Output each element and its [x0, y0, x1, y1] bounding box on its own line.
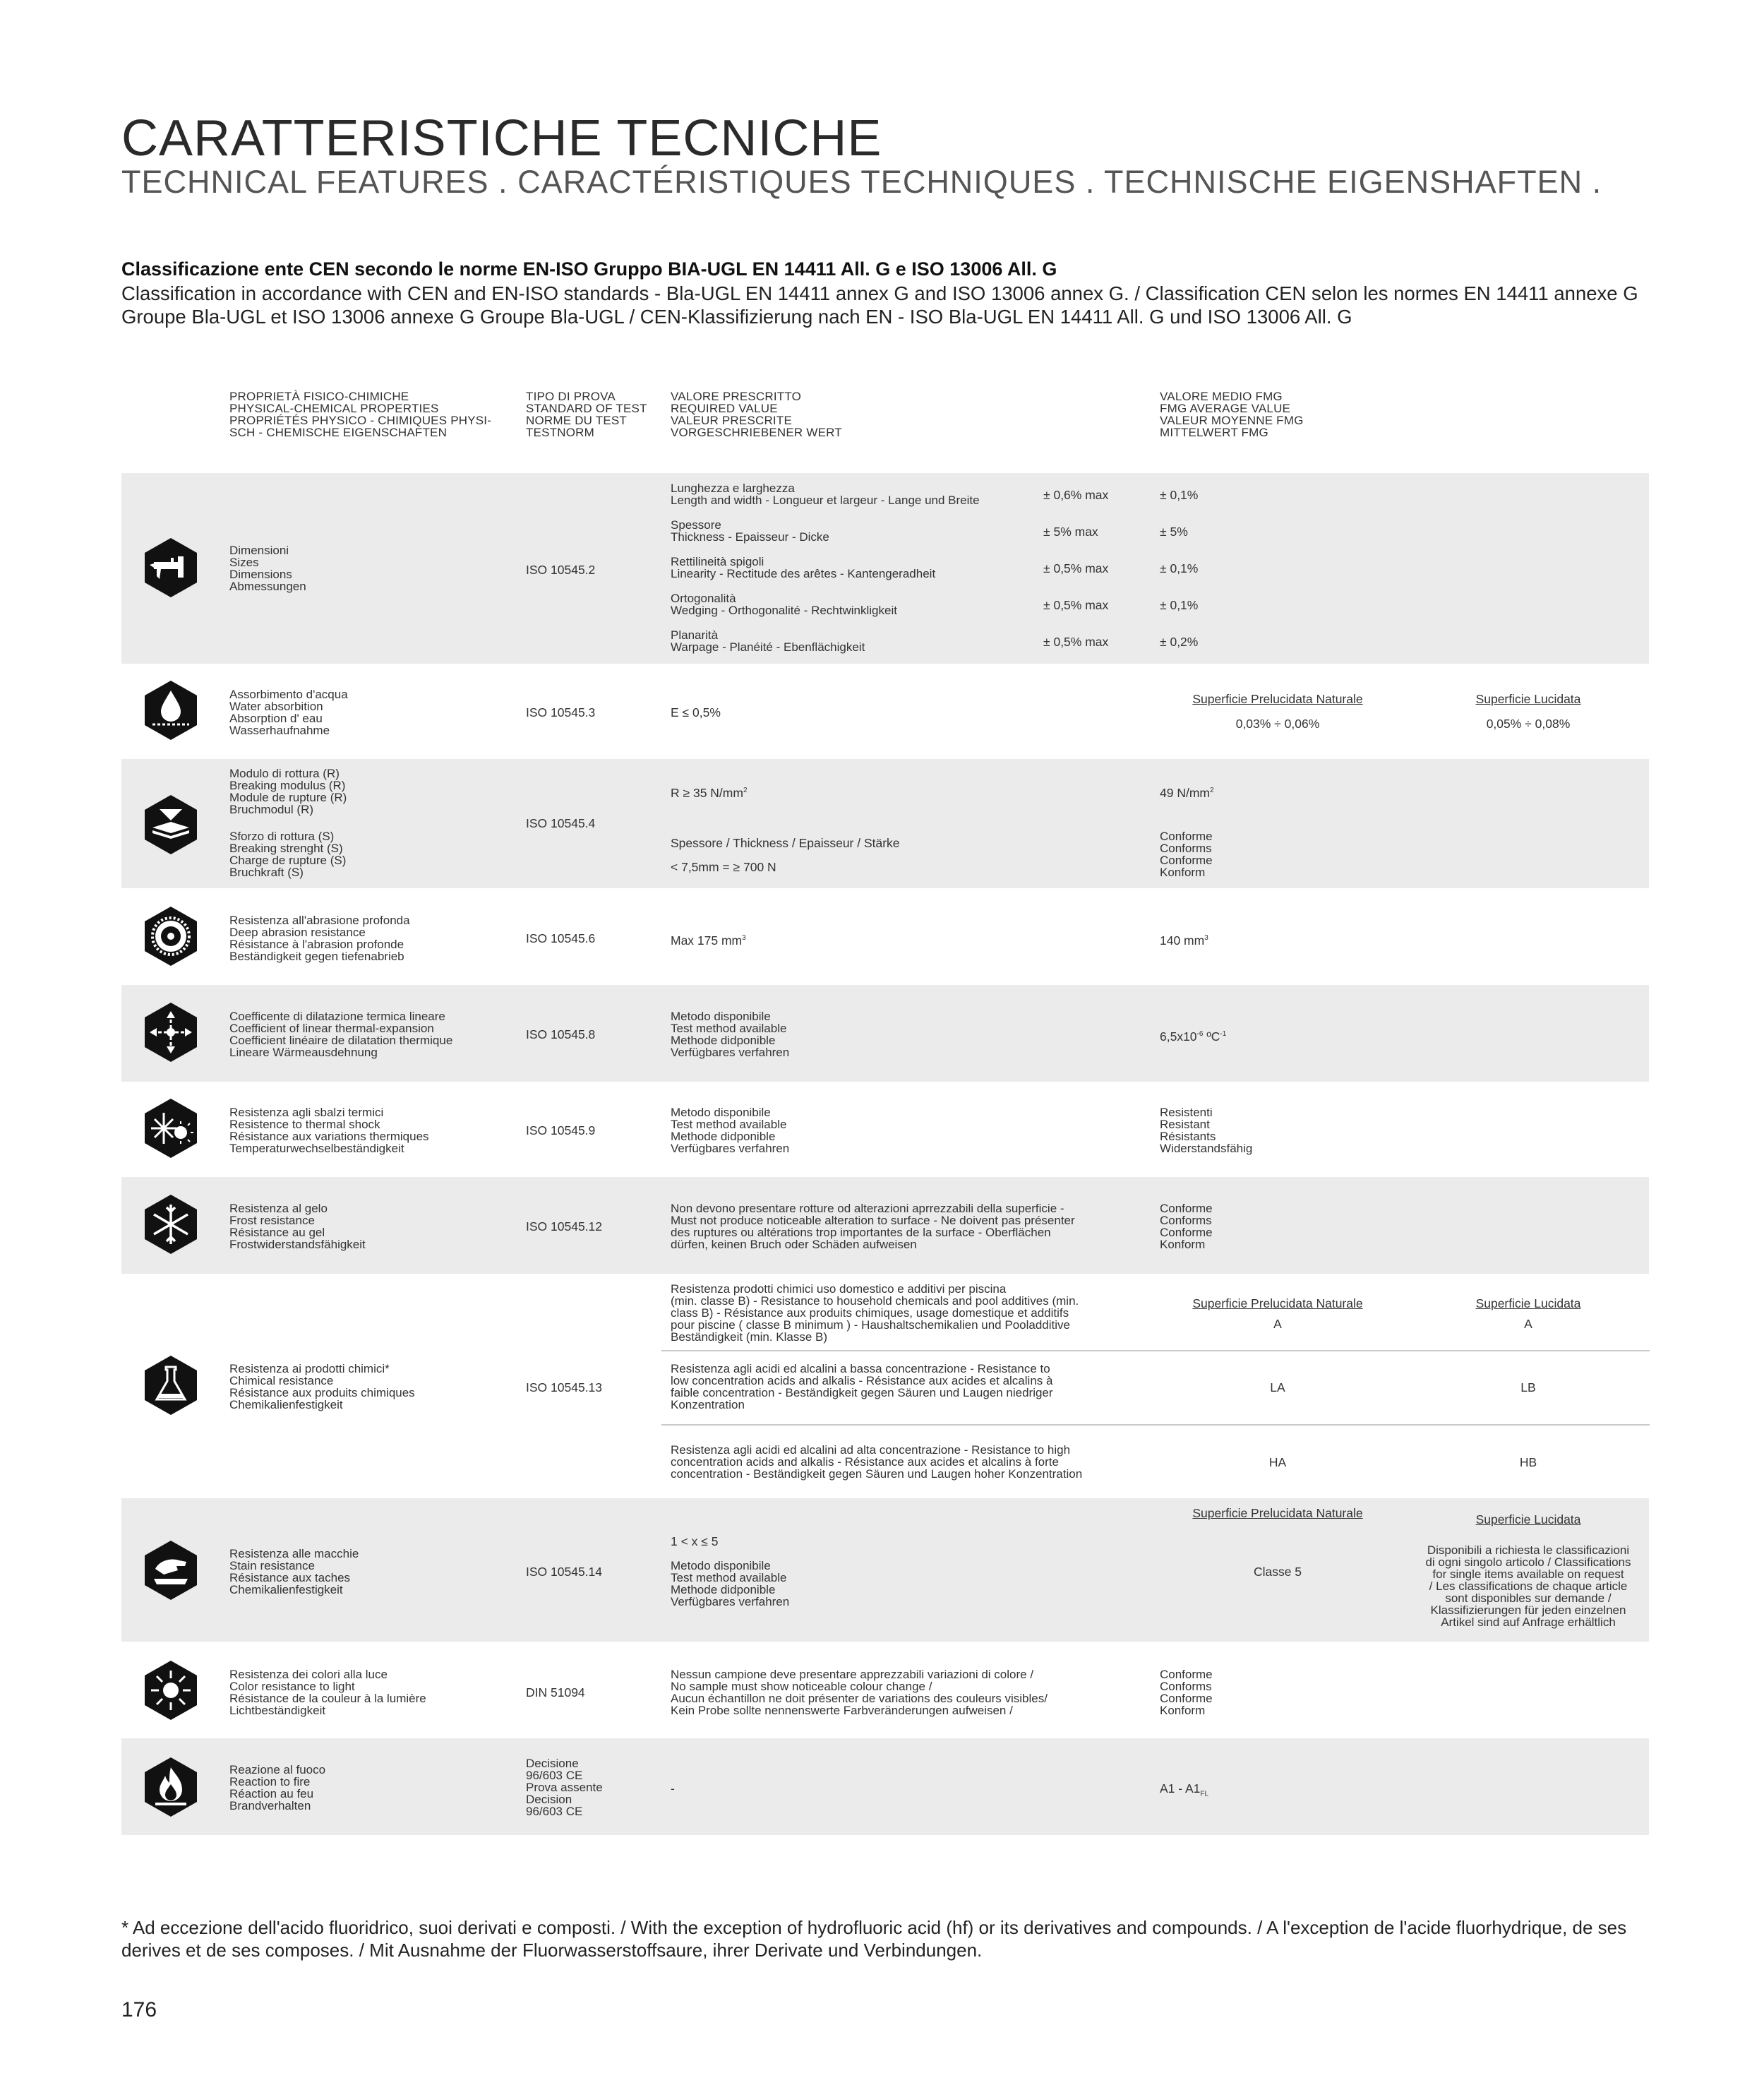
snow-sun-icon — [143, 1097, 199, 1159]
breaking-name-s: Sforzo di rottura (S) Breaking strenght (S) Charge de rupture (S) Bruchkraft (S) — [229, 830, 347, 879]
water-name: Assorbimento d'acqua Water absorbition Absorption d' eau Wasserhaufnahme — [229, 688, 348, 737]
abrasion-name: Resistenza all'abrasione profonda Deep abrasion resistance Résistance à l'abrasion profonde Beständigkeit gegen tiefenabrieb — [229, 914, 410, 963]
thermal-shock-req: Metodo disponibile Test method available Methode didponible Verfügbares verfahren — [671, 1106, 790, 1155]
stain-name: Resistenza alle macchie Stain resistance Résistance aux taches Chemikalienfestigkeit — [229, 1547, 359, 1596]
abrasion-test: ISO 10545.6 — [526, 931, 596, 945]
water-col2-head: Superficie Lucidata — [1475, 692, 1581, 706]
frost-req: Non devono presentare rotture od alterazioni aprrezzabili della superficie - Must not produce noticeable alteration to surface - Ne doivent pas présenter des ruptures ou altérations trop importantes de la surface - Oberflächen dürfen, keinen Bruch oder Schäden aufweisen — [671, 1202, 1075, 1251]
stain-req-range: 1 < x ≤ 5 — [671, 1534, 719, 1548]
row-fire-bg — [121, 1738, 1649, 1835]
thermal-shock-avg: Resistenti Resistant Résistants Widerstandsfähig — [1160, 1106, 1253, 1155]
breaking-req-r: R ≥ 35 $N/mm^2$ — [671, 785, 748, 800]
snowflake-icon — [143, 1193, 199, 1255]
breaking-name-r: Modulo di rottura (R) Breaking modulus (R) Module de rupture (R) Bruchmodul (R) — [229, 767, 347, 816]
chemical-divider — [661, 1424, 1650, 1426]
dim-item-length: Lunghezza e larghezza Length and width - Longueur et largeur - Lange und Breite — [671, 482, 980, 507]
chemical-sub3-v2: HB — [1519, 1455, 1537, 1469]
chemical-sub1-req: Resistenza prodotti chimici uso domestico e additivi per piscina (min. classe B) - Resistance to household chemicals and pool additives (min. class B) - Résistance aux produits chimiques, usage domestique et additifs pour piscine ( classe B minimum ) - Haushaltschemikalien und Pooladditive Beständigkeit (min. Klasse B) — [671, 1282, 1079, 1344]
fire-name: Reazione al fuoco Reaction to fire Réaction au feu Brandverhalten — [229, 1763, 326, 1812]
dim-length-req: ± 0,6% max — [1043, 488, 1109, 502]
chemical-col1-head: Superficie Prelucidata Naturale — [1192, 1296, 1363, 1310]
caliper-icon — [143, 537, 199, 599]
page-number: 176 — [121, 1998, 157, 2021]
chemical-sub3-v1: HA — [1268, 1455, 1287, 1469]
water-test: ISO 10545.3 — [526, 705, 596, 719]
page-subtitle: TECHNICAL FEATURES . CARACTÉRISTIQUES TECHNIQUES . TECHNISCHE EIGENSHAFTEN . — [121, 164, 1602, 200]
fire-req: - — [671, 1781, 675, 1796]
frost-test: ISO 10545.12 — [526, 1219, 602, 1233]
stain-col1-val: Classe 5 — [1253, 1565, 1302, 1579]
breaking-req-thickness: Spessore / Thickness / Epaisseur / Stärke — [671, 836, 900, 850]
light-test: DIN 51094 — [526, 1685, 585, 1699]
thermal-shock-test: ISO 10545.9 — [526, 1123, 596, 1137]
chemical-sub2-v2: LB — [1520, 1380, 1536, 1394]
dim-item-linearity: Rettilineità spigoli Linearity - Rectitude des arêtes - Kantengeradheit — [671, 555, 936, 580]
stain-col2-head: Superficie Lucidata — [1475, 1512, 1581, 1527]
fire-test: Decisione 96/603 CE Prova assente Decision 96/603 CE — [526, 1757, 603, 1818]
thermal-exp-avg: $6,5x10^{-6}$ ºC$^{-1}$ — [1160, 1029, 1227, 1044]
classification-title: Classificazione ente CEN secondo le norme EN-ISO Gruppo BIA-UGL EN 14411 All. G e ISO 13006 All. G — [121, 258, 1057, 280]
hand-wipe-icon — [143, 1539, 199, 1601]
water-drop-icon — [143, 679, 199, 741]
classification-text: Classification in accordance with CEN and EN-ISO standards - Bla-UGL EN 14411 annex G and ISO 13006 annex G. / Classification CEN selon les normes EN 14411 annexe G Groupe Bla-UGL et ISO 13006 annexe G Groupe Bla-UGL / CEN-Klassifizierung nach EN - ISO Bla-UGL EN 14411 All. G und ISO 13006 All. G — [121, 282, 1638, 328]
water-col2-val: 0,05% ÷ 0,08% — [1486, 717, 1571, 731]
flask-icon — [143, 1354, 199, 1416]
thermal-exp-name: Coefficente di dilatazione termica lineare Coefficient of linear thermal-expansion Coefficient linéaire de dilatation thermique Lineare Wärmeausdehnung — [229, 1010, 453, 1059]
breaking-test: ISO 10545.4 — [526, 816, 596, 830]
water-col1-val: 0,03% ÷ 0,06% — [1235, 717, 1320, 731]
stain-test: ISO 10545.14 — [526, 1565, 602, 1579]
expansion-arrows-icon — [143, 1001, 199, 1063]
chemical-sub1-v1: A — [1273, 1317, 1282, 1331]
dim-linearity-avg: ± 0,1% — [1160, 561, 1199, 575]
light-avg: Conforme Conforms Conforme Konform — [1160, 1668, 1213, 1717]
header-property: PROPRIETÀ FISICO-CHIMICHE PHYSICAL-CHEMICAL PROPERTIES PROPRIÉTÉS PHYSICO - CHIMIQUES PHYSI- SCH - CHEMISCHE EIGENSCHAFTEN — [229, 390, 492, 439]
stain-req: Metodo disponibile Test method available Methode didponible Verfügbares verfahren — [671, 1559, 790, 1608]
dim-wedging-req: ± 0,5% max — [1043, 598, 1109, 612]
chemical-sub1-v2: A — [1524, 1317, 1532, 1331]
chemical-sub2-req: Resistenza agli acidi ed alcalini a bassa concentrazione - Resistance to low concentration acids and alkalis - Résistance aux acides et alcalins à faible concentration - Beständigkeit gegen Säuren und Laugen niedriger Konzentration — [671, 1362, 1053, 1411]
dim-warpage-avg: ± 0,2% — [1160, 635, 1199, 649]
dim-item-thickness: Spessore Thickness - Epaisseur - Dicke — [671, 518, 829, 544]
dim-thickness-avg: ± 5% — [1160, 525, 1188, 539]
dim-thickness-req: ± 5% max — [1043, 525, 1098, 539]
dim-item-wedging: Ortogonalità Wedging - Orthogonalité - Rechtwinkligkeit — [671, 592, 897, 617]
abrasion-avg: 140 $mm^3$ — [1160, 933, 1208, 948]
dim-linearity-req: ± 0,5% max — [1043, 561, 1109, 575]
thermal-exp-req: Metodo disponibile Test method available Methode didponible Verfügbares verfahren — [671, 1010, 790, 1059]
header-test: TIPO DI PROVA STANDARD OF TEST NORME DU TEST TESTNORM — [526, 390, 647, 439]
chemical-sub2-v1: LA — [1270, 1380, 1285, 1394]
thermal-exp-test: ISO 10545.8 — [526, 1027, 596, 1041]
chemical-sub3-req: Resistenza agli acidi ed alcalini ad alta concentrazione - Resistance to high concentration acids and alkalis - Résistance aux acides et alcalins à forte concentration - Beständigkeit gegen Säuren und Laugen hoher Konzentration — [671, 1443, 1083, 1481]
header-required: VALORE PRESCRITTO REQUIRED VALUE VALEUR PRESCRITE VORGESCHRIEBENER WERT — [671, 390, 842, 439]
stain-col1-head: Superficie Prelucidata Naturale — [1192, 1506, 1363, 1520]
stain-col2-val: Disponibili a richiesta le classificazioni di ogni singolo articolo / Classifications for single items available on request / Les classifications de chaque article sont disponibles sur demande / Klassifizierungen für jeden einzelnen Artikel sind auf Anfrage erhältlich — [1425, 1543, 1631, 1629]
breaking-req-s: < 7,5mm = ≥ 700 N — [671, 860, 776, 874]
dim-item-warpage: Planarità Warpage - Planéité - Ebenflächigkeit — [671, 628, 865, 654]
breaking-avg-r: 49 $N/mm^2$ — [1160, 785, 1214, 800]
light-name: Resistenza dei colori alla luce Color resistance to light Résistance de la couleur à la lumière Lichtbeständigkeit — [229, 1668, 426, 1717]
dimensions-name: Dimensioni Sizes Dimensions Abmessungen — [229, 544, 306, 593]
chemical-name: Resistenza ai prodotti chimici* Chimical resistance Résistance aux produits chimiques Chemikalienfestigkeit — [229, 1362, 415, 1411]
header-average: VALORE MEDIO FMG FMG AVERAGE VALUE VALEUR MOYENNE FMG MITTELWERT FMG — [1160, 390, 1304, 439]
breaking-avg-s: Conforme Conforms Conforme Konform — [1160, 830, 1213, 879]
chemical-test: ISO 10545.13 — [526, 1380, 602, 1394]
pressure-icon — [143, 794, 199, 856]
frost-name: Resistenza al gelo Frost resistance Résistance au gel Frostwiderstandsfähigkeit — [229, 1202, 366, 1251]
page-title: CARATTERISTICHE TECNICHE — [121, 110, 882, 167]
light-req: Nessun campione deve presentare apprezzabili variazioni di colore / No sample must show noticeable colour change / Aucun échantillon ne doit présenter de variations des couleurs visibles/ Kein Probe sollte nennenswerte Farbveränderungen aufweisen / — [671, 1668, 1048, 1717]
fire-avg: $A1 - A1_{FL}$ — [1160, 1781, 1209, 1798]
row-breaking-bg — [121, 759, 1649, 888]
footnote: * Ad eccezione dell'acido fluoridrico, suoi derivati e composti. / With the exception of hydrofluoric acid (hf) or its derivatives and compounds. / A l'exception de l'acide fluorhydrique, de ses derives et de ses composes. / Mit Ausnahme der Fluorwasserstoffsaure, ihrer Derivate und Verbindungen. — [121, 1917, 1627, 1961]
frost-avg: Conforme Conforms Conforme Konform — [1160, 1202, 1213, 1251]
thermal-shock-name: Resistenza agli sbalzi termici Resistence to thermal shock Résistance aux variations thermiques Temperaturwechselbeständigkeit — [229, 1106, 429, 1155]
water-col1-head: Superficie Prelucidata Naturale — [1192, 692, 1363, 706]
chemical-divider — [661, 1350, 1650, 1351]
dim-length-avg: ± 0,1% — [1160, 488, 1199, 502]
water-req: E ≤ 0,5% — [671, 705, 721, 719]
abrasion-req: Max 175 $mm^3$ — [671, 933, 746, 948]
dim-wedging-avg: ± 0,1% — [1160, 598, 1199, 612]
fire-icon — [143, 1756, 199, 1818]
dimensions-test: ISO 10545.2 — [526, 563, 596, 577]
chemical-col2-head: Superficie Lucidata — [1475, 1296, 1581, 1310]
dim-warpage-req: ± 0,5% max — [1043, 635, 1109, 649]
sun-icon — [143, 1659, 199, 1721]
saw-blade-icon — [143, 905, 199, 967]
